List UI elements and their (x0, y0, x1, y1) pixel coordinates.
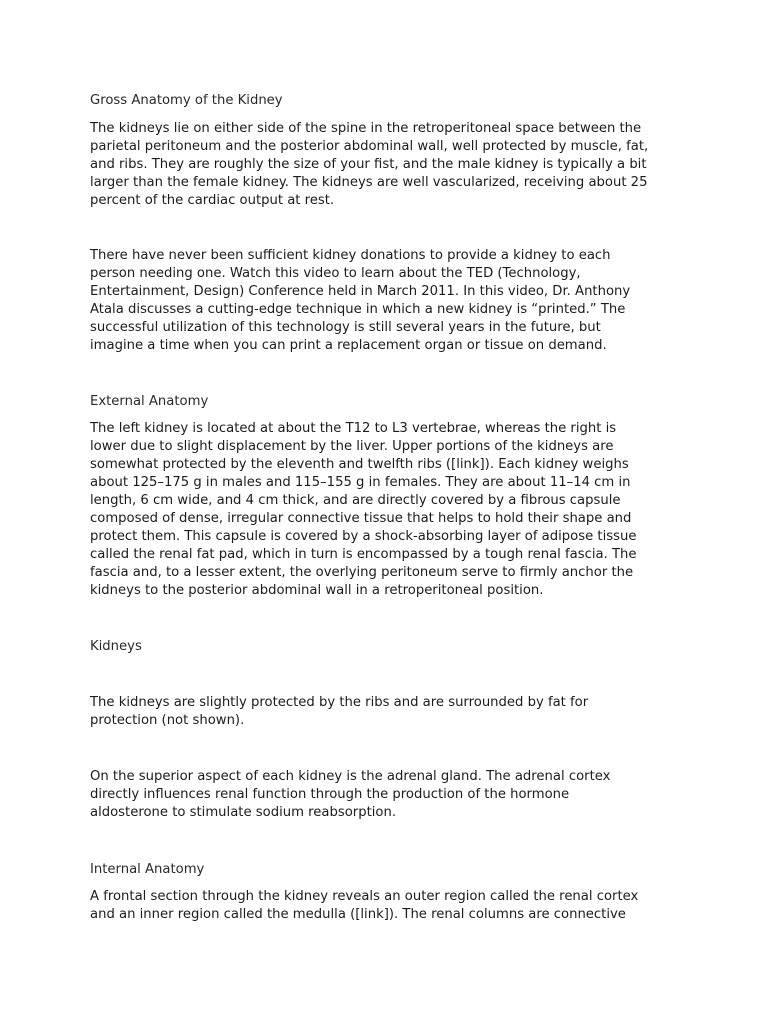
paragraph-gross-anatomy: The kidneys lie on either side of the spine in the retroperitoneal space between the parietal peritoneum and the posterior abdominal wall, well protected by muscle, fat, and ribs. They are roughly the size of your fist, and the male kidney is typically a bit larger than the female kidney. The kidneys are well vascularized, receiving about 25 percent of the cardiac output at rest. (90, 121, 649, 208)
paragraph-ted-video: There have never been sufficient kidney donations to provide a kidney to each person needing one. Watch this video to learn about the TED (Technology, Entertainment, Design) Conference held in March 2011. In this video, Dr. Anthony Atala discusses a cutting-edge technique in which a new kidney is “printed.” The successful utilization of this technology is still several years in the future, but imagine a time when you can print a replacement organ or tissue on demand. (90, 248, 631, 353)
heading-internal-anatomy: Internal Anatomy (90, 862, 205, 877)
heading-kidneys: Kidneys (90, 639, 142, 654)
heading-gross-anatomy: Gross Anatomy of the Kidney (90, 93, 283, 108)
paragraph-external-anatomy: The left kidney is located at about the T12 to L3 vertebrae, whereas the right is lower due to slight displacement by the liver. Upper portions of the kidneys are somewhat protected by the eleventh and twelfth ribs ([link]). Each kidney weighs about 125–175 g in males and 115–155 g in females. They are about 11–14 cm in length, 6 cm wide, and 4 cm thick, and are directly covered by a fibrous capsule composed of dense, irregular connective tissue that helps to hold their shape and protect them. This capsule is covered by a shock-absorbing layer of adipose tissue called the renal fat pad, which in turn is encompassed by a tough renal fascia. The fascia and, to a lesser extent, the overlying peritoneum serve to firmly anchor the kidneys to the posterior abdominal wall in a retroperitoneal position. (90, 421, 637, 598)
paragraph-adrenal-gland: On the superior aspect of each kidney is the adrenal gland. The adrenal cortex directly influences renal function through the production of the hormone aldosterone to stimulate sodium reabsorption. (90, 769, 611, 820)
paragraph-internal-anatomy: A frontal section through the kidney reveals an outer region called the renal cortex and an inner region called the medulla ([link]). The renal columns are connective (90, 889, 639, 922)
heading-external-anatomy: External Anatomy (90, 394, 209, 409)
paragraph-kidneys-protection: The kidneys are slightly protected by the ribs and are surrounded by fat for protection (not shown). (90, 695, 589, 728)
